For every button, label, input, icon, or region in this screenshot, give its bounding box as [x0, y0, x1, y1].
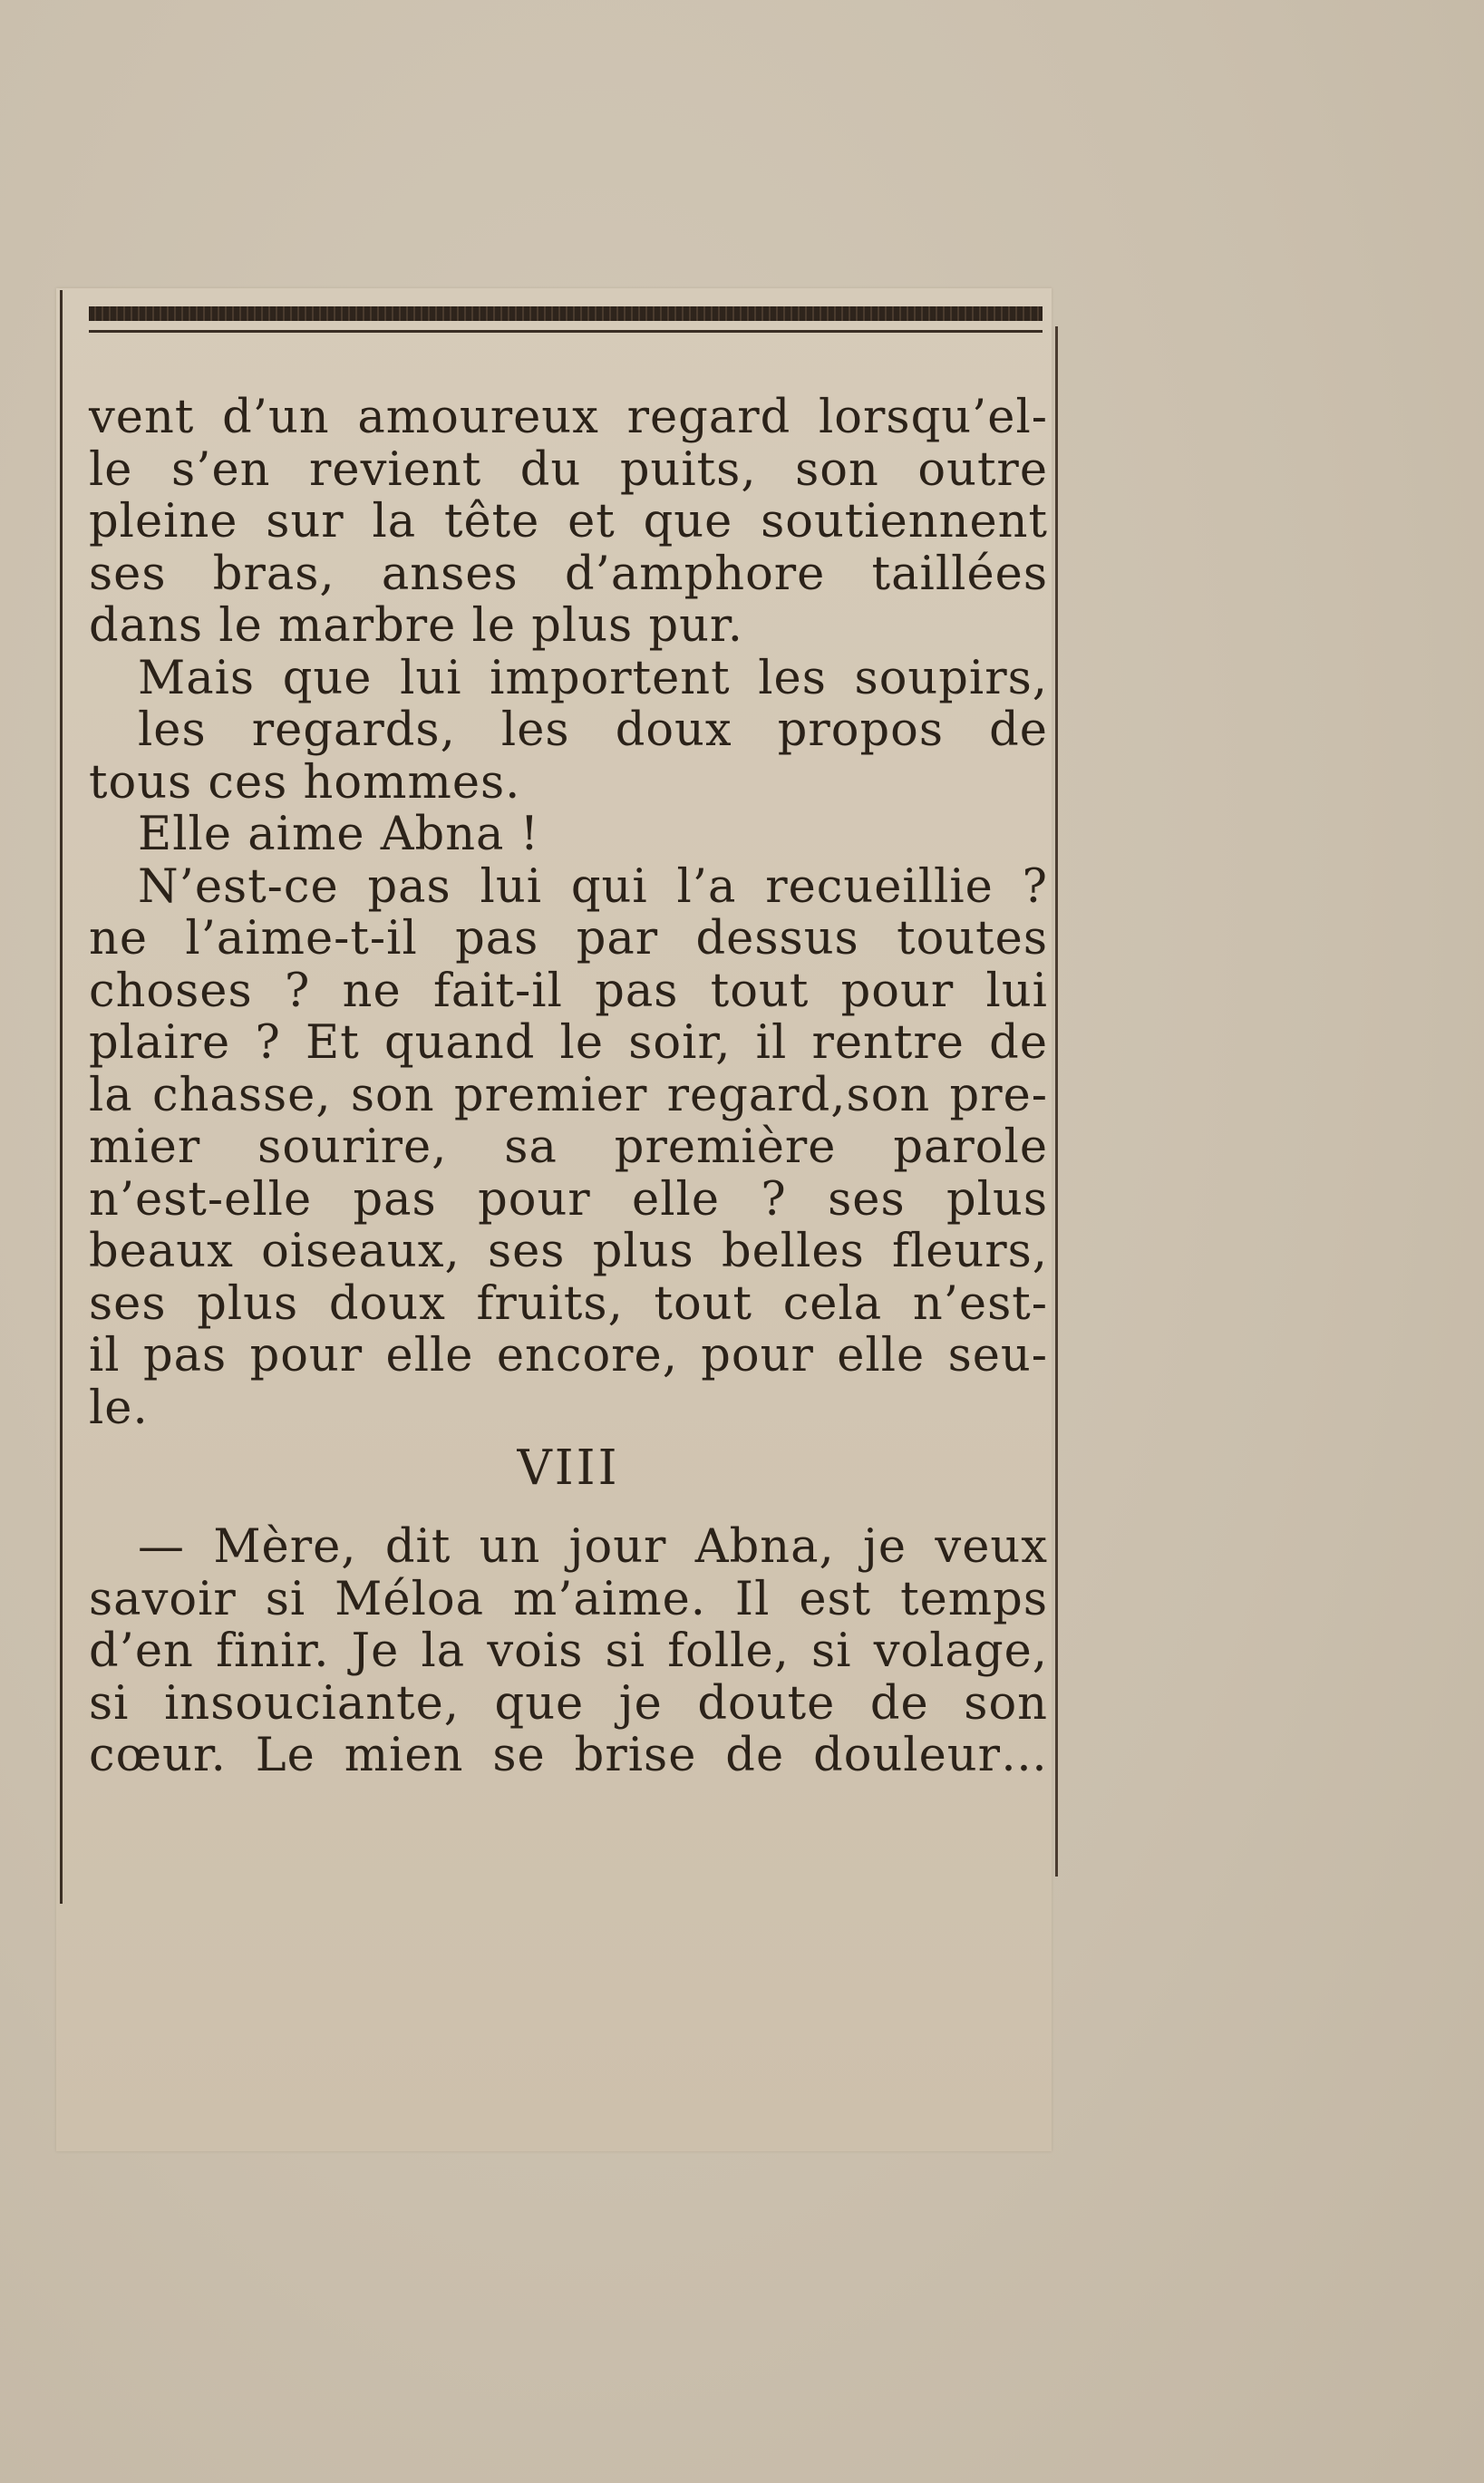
- text-line: dans le marbre le plus pur.: [89, 599, 743, 653]
- right-column-rule: [1055, 326, 1058, 1877]
- heading-spacer: [89, 1503, 1048, 1521]
- text-line: tous ces hommes.: [89, 755, 521, 810]
- text-line: si insouciante, que je doute de son: [89, 1676, 1048, 1731]
- text-line: pleine sur la tête et que soutiennent: [89, 495, 1048, 548]
- top-decorative-rule: [89, 306, 1043, 321]
- text-line: vent d’un amoureux regard lorsqu’el-: [89, 391, 1048, 444]
- text-line: la chasse, son premier regard,son pre-: [89, 1068, 1048, 1122]
- text-line: ne l’aime-t-il pas par dessus toutes: [89, 912, 1048, 965]
- text-line: Elle aime Abna !: [138, 808, 540, 861]
- text-line: le.: [89, 1381, 149, 1435]
- text-line: plaire ? Et quand le soir, il rentre de: [89, 1016, 1048, 1070]
- text-line: beaux oiseaux, ses plus belles fleurs,: [89, 1225, 1048, 1278]
- text-line: cœur. Le mien se brise de douleur…: [89, 1729, 1048, 1782]
- left-column-rule: [60, 290, 63, 1904]
- paragraph-2: [89, 653, 1048, 810]
- article-text: [89, 392, 1048, 1782]
- paragraph-4: [89, 861, 1048, 1435]
- chapter-paragraph: [89, 1521, 1048, 1782]
- text-line: savoir si Méloa m’aime. Il est temps: [89, 1572, 1048, 1626]
- chapter-heading: VIII: [517, 1440, 620, 1496]
- text-line: N’est-ce pas lui qui l’a recueillie ?: [138, 859, 1048, 914]
- text-line: n’est-elle pas pour elle ? ses plus: [89, 1172, 1048, 1227]
- text-line: choses ? ne fait-il pas tout pour lui: [89, 964, 1048, 1018]
- paragraph-1: [89, 392, 1048, 653]
- top-thin-rule: [89, 330, 1043, 333]
- text-line: il pas pour elle encore, pour elle seu-: [89, 1329, 1048, 1382]
- text-line: ses plus doux fruits, tout cela n’est-: [89, 1276, 1048, 1331]
- text-line: les regards, les doux propos de: [138, 703, 1048, 757]
- paragraph-3: [89, 809, 1048, 861]
- text-line: Mais que lui importent les soupirs,: [138, 651, 1048, 705]
- text-line: mier sourire, sa première parole: [89, 1120, 1048, 1174]
- text-line: d’en finir. Je la vois si folle, si volage,: [89, 1625, 1048, 1678]
- text-line: le s’en revient du puits, son outre: [89, 442, 1048, 497]
- text-line: — Mère, dit un jour Abna, je veux: [138, 1520, 1048, 1574]
- text-line: ses bras, anses d’amphore taillées: [89, 547, 1048, 601]
